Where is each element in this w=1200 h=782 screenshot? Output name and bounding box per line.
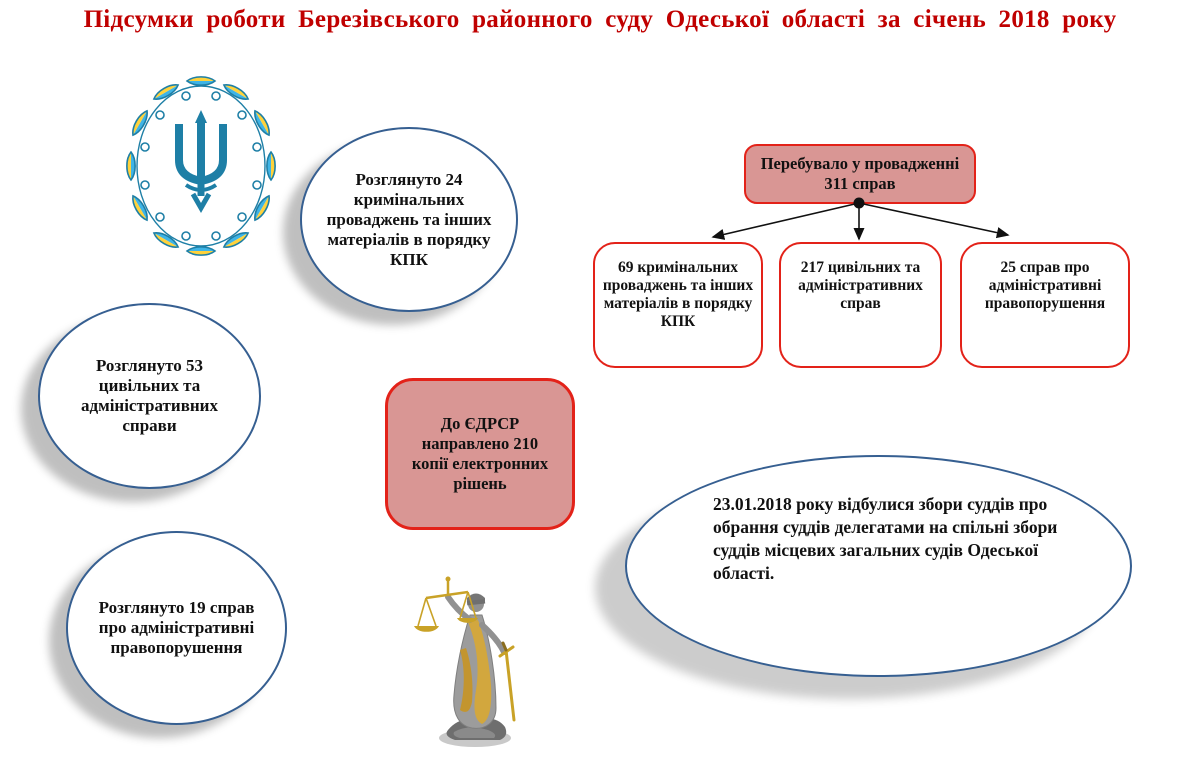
flow-child-admin-text: 25 справ про адміністративні правопорушення bbox=[984, 259, 1106, 312]
arrow-to-admin bbox=[859, 203, 1008, 235]
flow-child-civil-text: 217 цивільних та адміністративних справ bbox=[798, 259, 923, 312]
arrow-to-criminal bbox=[713, 203, 859, 237]
flow-root-text: Перебувало у провадженні 311 справ bbox=[760, 154, 960, 193]
announcement-ellipse bbox=[625, 455, 1132, 677]
emblem-trident bbox=[179, 110, 223, 208]
statue-sword bbox=[500, 643, 514, 720]
flow-child-admin-box bbox=[960, 242, 1130, 368]
stat-circle-criminal-cases bbox=[300, 127, 518, 312]
stat-circle-civil-cases bbox=[38, 303, 261, 489]
flow-child-criminal-text: 69 кримінальних проваджень та інших матеріалів в порядку КПК bbox=[602, 259, 754, 330]
page-title: Підсумки роботи Березівського районного суду Одеської області за січень 2018 року bbox=[83, 6, 1117, 33]
stat-circle-criminal-text: Розглянуто 24 кримінальних проваджень та інших матеріалів в порядку КПК bbox=[326, 169, 492, 269]
lady-justice-statue-icon bbox=[410, 570, 545, 750]
flow-arrows bbox=[588, 194, 1148, 246]
edrsr-box bbox=[385, 378, 575, 530]
announcement-text: 23.01.2018 року відбулися збори суддів про обрання суддів делегатами на спільні збори суддів місцевих загальних судів Одеської області. bbox=[713, 494, 1058, 584]
stat-circle-civil-text: Розглянуто 53 цивільних та адміністративних справи bbox=[81, 356, 218, 435]
stat-circle-admin-text: Розглянуто 19 справ про адміністративні правопорушення bbox=[98, 598, 255, 657]
flow-child-criminal-box bbox=[593, 242, 763, 368]
stat-circle-admin-offenses bbox=[66, 531, 287, 725]
edrsr-box-text: До ЄДРСР направлено 210 копії електронних рішень bbox=[411, 414, 549, 493]
ukraine-trident-emblem-icon bbox=[113, 66, 290, 264]
flow-child-civil-box bbox=[779, 242, 942, 368]
statue-figure bbox=[448, 594, 504, 729]
